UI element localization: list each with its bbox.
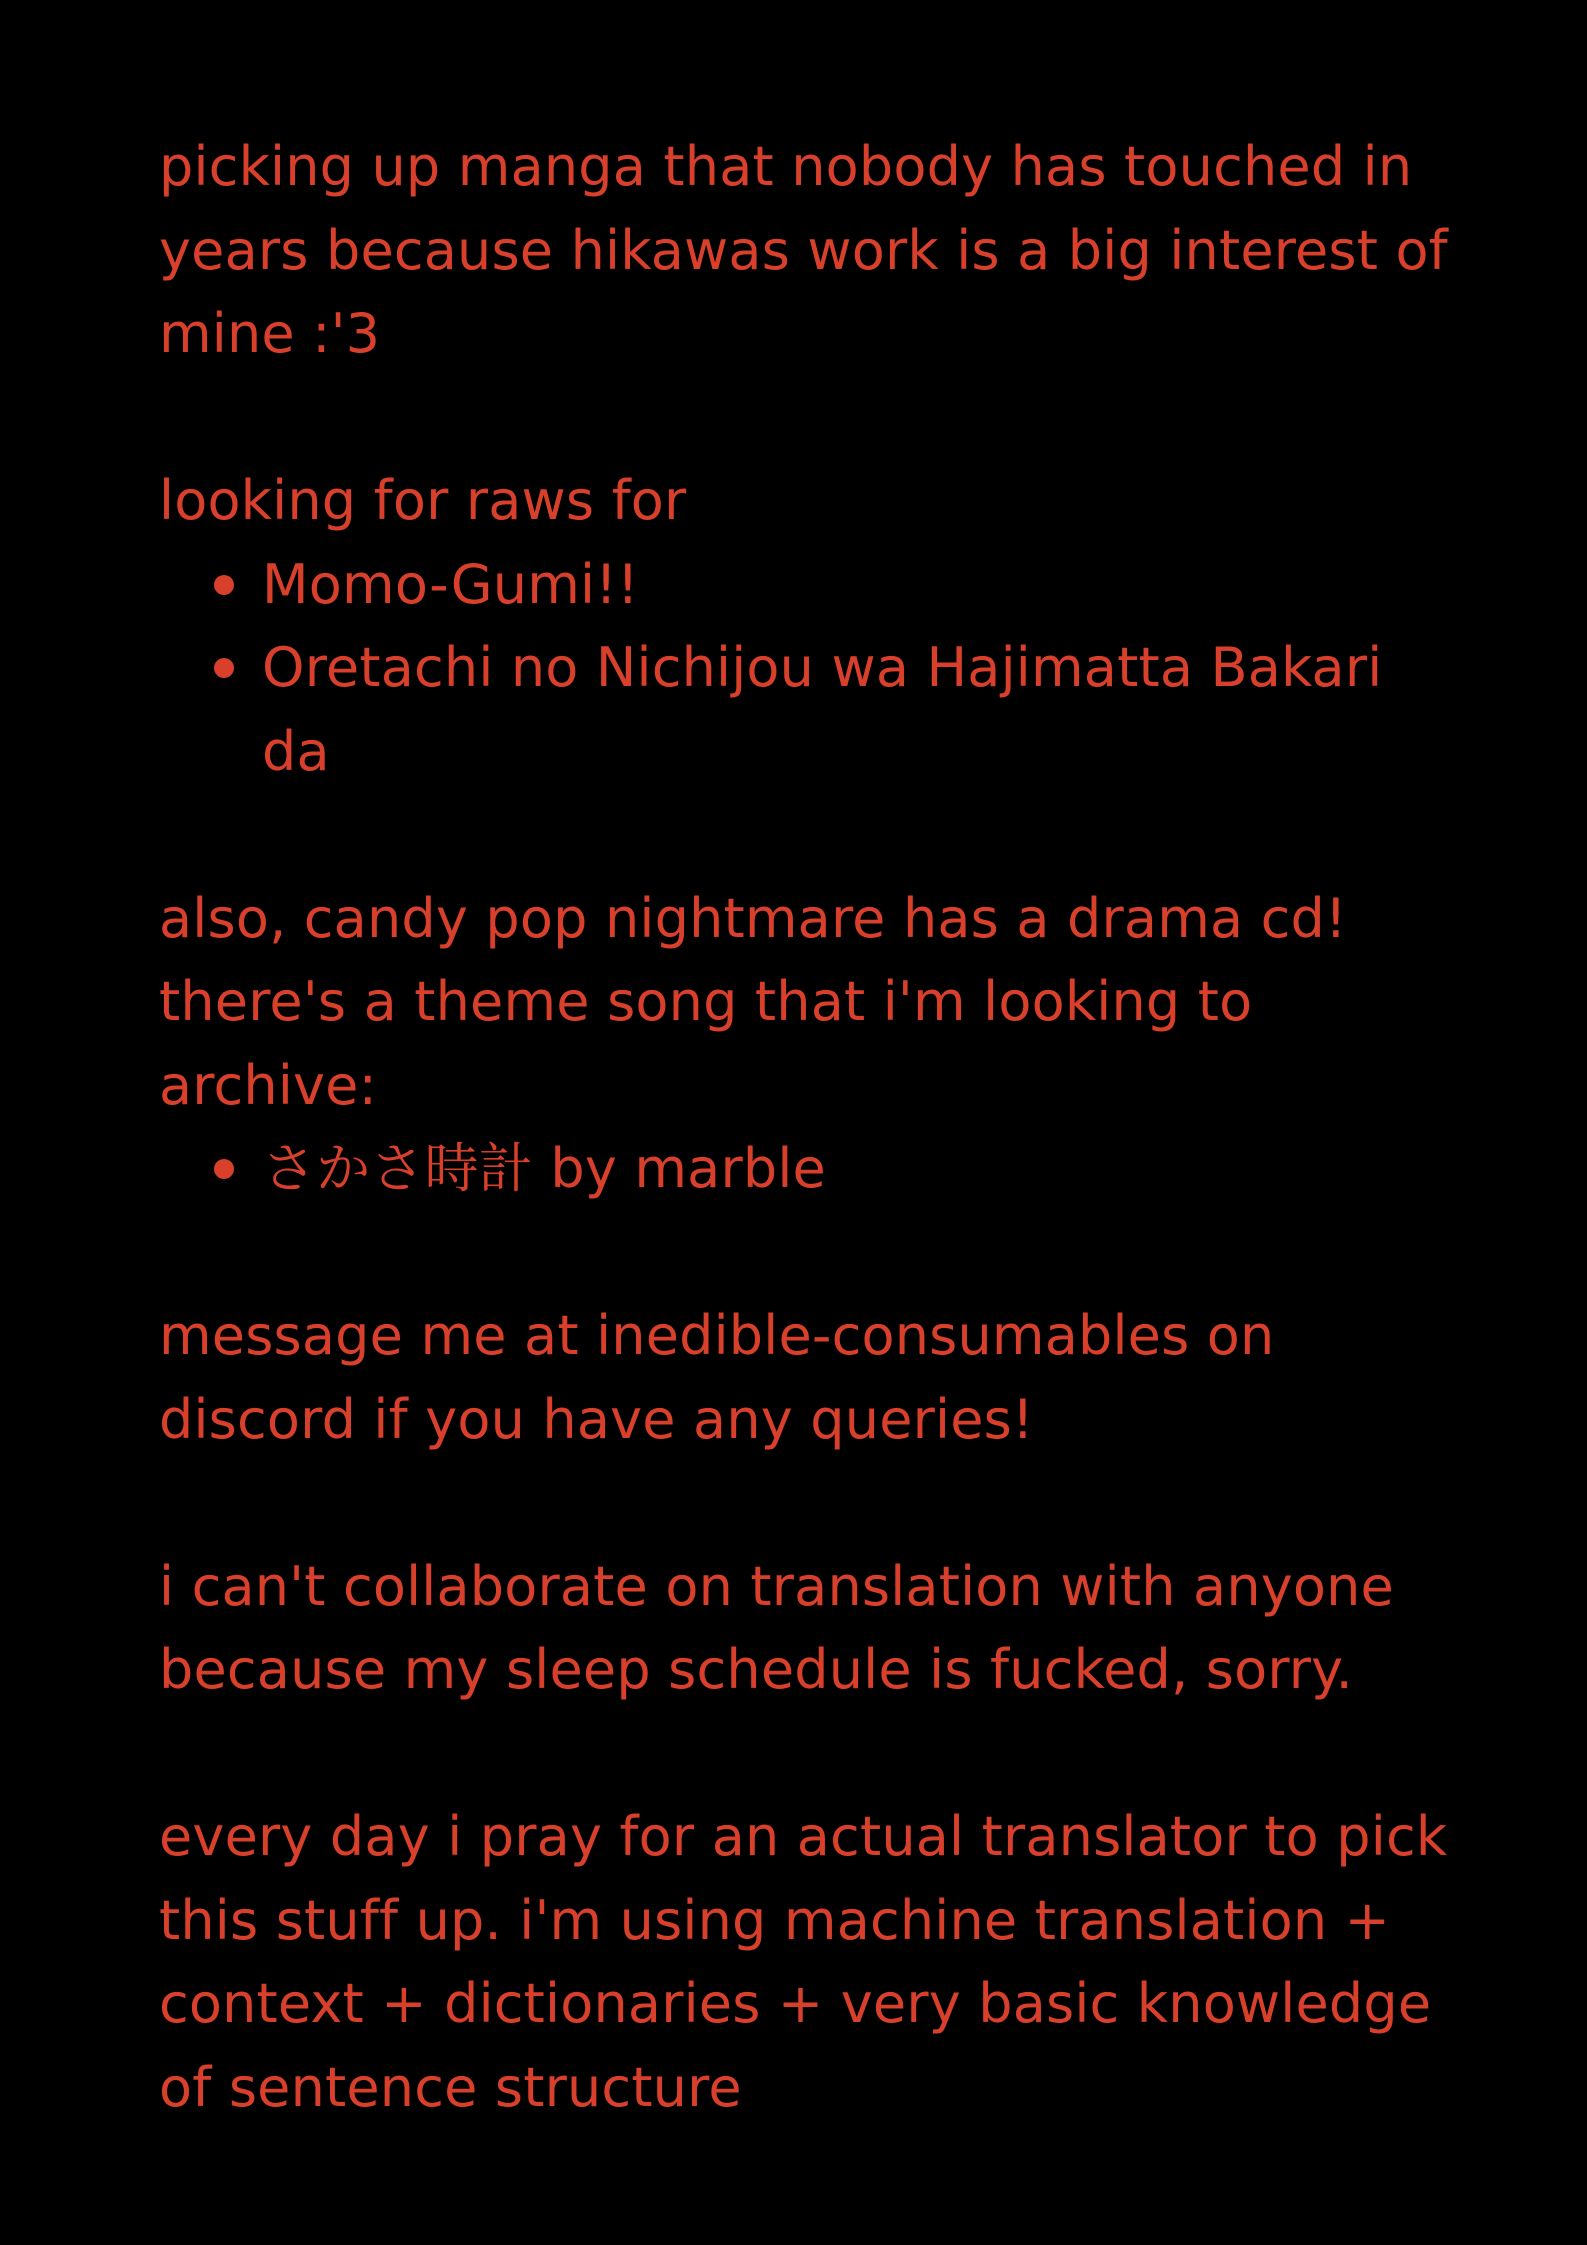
drama-cd-paragraph: also, candy pop nightmare has a drama cd! there's a theme song that i'm looking to archive: (159, 886, 1347, 1117)
document-body (159, 125, 1449, 2129)
list-item-text: さかさ時計 by marble (262, 1137, 826, 1200)
raws-list (159, 543, 1449, 794)
list-item (159, 1127, 1449, 1211)
list-item-text: Momo-Gumi!! (262, 552, 639, 616)
paragraph-spacer (159, 1461, 1449, 1545)
paragraph-spacer (159, 793, 1449, 877)
bullet-icon (214, 658, 234, 678)
translator-paragraph: every day i pray for an actual translator to pick this stuff up. i'm using machine translation + context + dictionaries + very basic knowledge of sentence structure (159, 1805, 1448, 2119)
bullet-icon (214, 1159, 234, 1179)
paragraph-spacer (159, 1712, 1449, 1796)
paragraph-spacer (159, 1211, 1449, 1295)
raws-heading: looking for raws for (159, 469, 687, 532)
bullet-icon (214, 575, 234, 595)
paragraph-spacer (159, 376, 1449, 460)
theme-list (159, 1127, 1449, 1211)
collab-paragraph: i can't collaborate on translation with anyone because my sleep schedule is fucked, sorry. (159, 1554, 1394, 1701)
list-item (159, 543, 1449, 627)
list-item (159, 626, 1449, 793)
list-item-text: Oretachi no Nichijou wa Hajimatta Bakari da (262, 636, 1383, 783)
contact-paragraph: message me at inedible-consumables on discord if you have any queries! (159, 1304, 1275, 1451)
intro-paragraph: picking up manga that nobody has touched in years because hikawas work is a big interest of mine :'3 (159, 135, 1448, 365)
